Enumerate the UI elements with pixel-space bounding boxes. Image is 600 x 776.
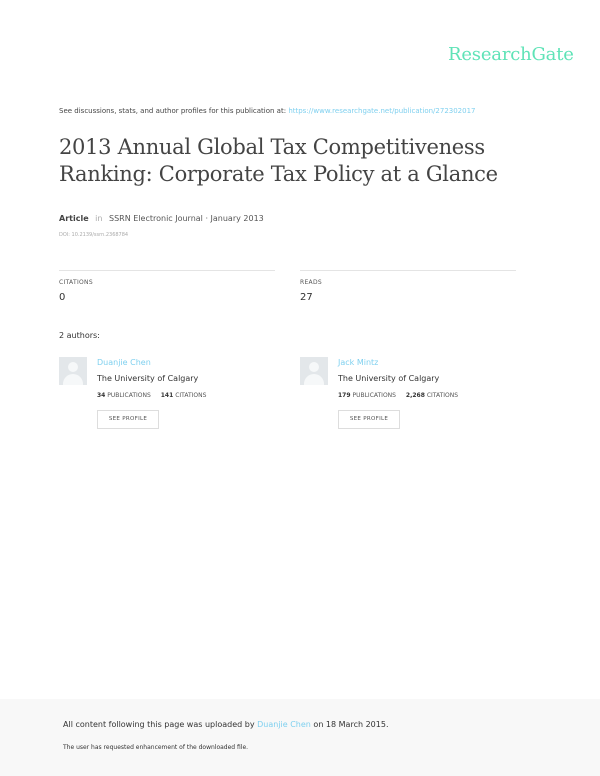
avatar-icon[interactable] (300, 357, 328, 385)
authors-heading: 2 authors: (59, 331, 100, 340)
reads-value: 27 (300, 292, 313, 303)
in-label: in (95, 214, 103, 223)
enhancement-note: The user has requested enhancement of the downloaded file. (63, 744, 249, 751)
upload-info (63, 720, 388, 729)
doi-text: DOI: 10.2139/ssrn.2368784 (59, 232, 129, 238)
title-line-2: Ranking: Corporate Tax Policy at a Glance (59, 162, 498, 186)
researchgate-logo[interactable]: ResearchGate (448, 44, 574, 65)
author-institution: The University of Calgary (338, 374, 440, 383)
publications-count: 179 (338, 392, 351, 399)
author-citations-label: CITATIONS (426, 392, 459, 399)
citations-value: 0 (59, 292, 66, 303)
uploaded-prefix: All content following this page was uploaded by (63, 720, 255, 729)
author-stats (338, 392, 458, 399)
author-stats (97, 392, 206, 399)
journal-and-date: SSRN Electronic Journal · January 2013 (109, 214, 264, 223)
publications-count: 34 (97, 392, 106, 399)
publication-link-line (59, 107, 476, 115)
citations-label: CITATIONS (59, 279, 93, 286)
see-discussions-text: See discussions, stats, and author profiles for this publication at: (59, 107, 287, 115)
author-citations-label: CITATIONS (175, 392, 207, 399)
uploader-link[interactable]: Duanjie Chen (257, 720, 311, 729)
publications-label: PUBLICATIONS (352, 392, 396, 399)
publication-meta (59, 214, 264, 223)
publication-title (59, 134, 539, 188)
see-profile-button[interactable]: SEE PROFILE (97, 410, 159, 429)
citations-count: 141 (160, 392, 174, 399)
avatar-icon[interactable] (59, 357, 87, 385)
author-institution: The University of Calgary (97, 374, 199, 383)
author-name-link[interactable]: Duanjie Chen (97, 358, 151, 367)
download-footer (0, 699, 600, 776)
reads-divider (300, 270, 516, 271)
reads-label: READS (300, 279, 322, 286)
author-card (300, 357, 530, 437)
see-profile-button[interactable]: SEE PROFILE (338, 410, 400, 429)
citations-count: 2,268 (405, 392, 425, 399)
publication-type: Article (59, 214, 89, 223)
title-line-1: 2013 Annual Global Tax Competitiveness (59, 135, 485, 159)
publication-url-link[interactable]: https://www.researchgate.net/publication/272302017 (288, 107, 476, 115)
publications-label: PUBLICATIONS (107, 392, 151, 399)
citations-divider (59, 270, 275, 271)
uploaded-suffix: on 18 March 2015. (313, 720, 389, 729)
author-name-link[interactable]: Jack Mintz (338, 358, 379, 367)
author-card (59, 357, 289, 437)
